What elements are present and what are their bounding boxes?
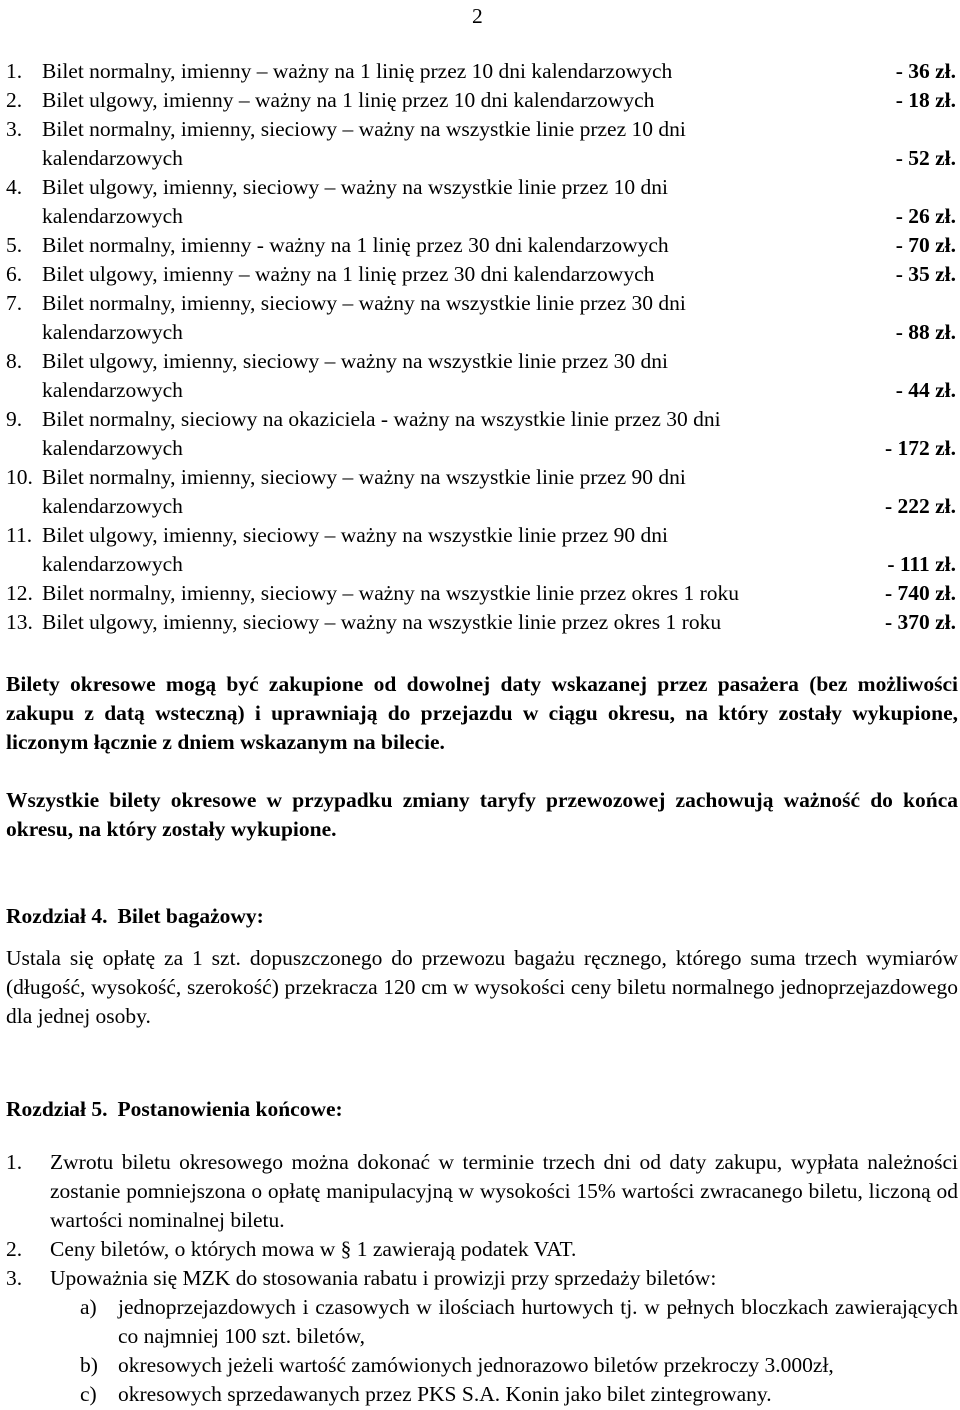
sub-list-item — [80, 1293, 958, 1351]
sub-list-item — [80, 1380, 958, 1409]
ticket-price: - 88 zł. — [895, 320, 956, 344]
sub-item-text: okresowych jeżeli wartość zamówionych jednorazowo biletów przekroczy 3.000zł, — [118, 1353, 834, 1377]
ticket-description: Bilet normalny, imienny, sieciowy – ważny na wszystkie linie przez 10 dni — [42, 117, 686, 141]
ticket-description-cont: kalendarzowych — [42, 320, 183, 344]
ticket-item — [6, 463, 956, 521]
sub-list-item — [80, 1351, 958, 1380]
ticket-item — [6, 231, 956, 260]
ticket-price: - 70 zł. — [895, 233, 956, 257]
ticket-item — [6, 289, 956, 347]
ticket-description: Bilet normalny, imienny – ważny na 1 linię przez 10 dni kalendarzowych — [42, 59, 673, 83]
ticket-item — [6, 260, 956, 289]
list-item-text: Upoważnia się MZK do stosowania rabatu i prowizji przy sprzedaży biletów: — [50, 1266, 717, 1290]
baggage-paragraph: Ustala się opłatę za 1 szt. dopuszczonego do przewozu bagażu ręcznego, którego suma trzech wymiarów (długość, wysokość, szerokość) przekracza 120 cm w wysokości ceny biletu normalnego jednoprzejazdowego dla jednej osoby. — [6, 946, 958, 1028]
list-item-text: Ceny biletów, o których mowa w § 1 zawierają podatek VAT. — [50, 1237, 577, 1261]
ticket-price: - 111 zł. — [887, 552, 956, 576]
ticket-number: 7. — [6, 291, 23, 315]
ticket-item — [6, 405, 956, 463]
ticket-description: Bilet normalny, imienny, sieciowy – ważny na wszystkie linie przez okres 1 roku — [42, 581, 739, 605]
ticket-number: 2. — [6, 88, 23, 112]
list-item — [6, 1235, 958, 1264]
ticket-number: 6. — [6, 262, 23, 286]
ticket-number: 1. — [6, 59, 23, 83]
ticket-number: 10. — [6, 465, 33, 489]
ticket-description: Bilet ulgowy, imienny, sieciowy – ważny na wszystkie linie przez 10 dni — [42, 175, 668, 199]
chapter-5-heading — [6, 1095, 343, 1124]
ticket-number: 5. — [6, 233, 23, 257]
list-item-number: 3. — [6, 1266, 23, 1290]
ticket-item — [6, 608, 956, 637]
list-item — [6, 1148, 958, 1235]
ticket-price: - 172 zł. — [884, 436, 956, 460]
sub-item-letter: c) — [80, 1382, 97, 1406]
ticket-price: - 26 zł. — [895, 204, 956, 228]
ticket-number: 13. — [6, 610, 33, 634]
ticket-description: Bilet ulgowy, imienny, sieciowy – ważny na wszystkie linie przez okres 1 roku — [42, 610, 722, 634]
ticket-price: - 44 zł. — [895, 378, 956, 402]
ticket-description: Bilet ulgowy, imienny – ważny na 1 linię przez 10 dni kalendarzowych — [42, 88, 655, 112]
ticket-item — [6, 173, 956, 231]
sub-item-letter: a) — [80, 1295, 97, 1319]
chapter-4-heading — [6, 902, 264, 931]
ticket-description: Bilet normalny, sieciowy na okaziciela - ważny na wszystkie linie przez 30 dni — [42, 407, 721, 431]
ticket-price: - 222 zł. — [884, 494, 956, 518]
ticket-number: 8. — [6, 349, 23, 373]
chapter-4-title: Bilet bagażowy: — [117, 904, 264, 928]
chapter-5-label: Rozdział 5. — [6, 1097, 108, 1121]
ticket-description-cont: kalendarzowych — [42, 552, 183, 576]
ticket-price: - 35 zł. — [895, 262, 956, 286]
sub-item-letter: b) — [80, 1353, 98, 1377]
ticket-number: 12. — [6, 581, 33, 605]
ticket-price: - 36 zł. — [895, 59, 956, 83]
ticket-price: - 370 zł. — [884, 610, 956, 634]
list-item-text: Zwrotu biletu okresowego można dokonać w terminie trzech dni od daty zakupu, wypłata należności zostanie pomniejszona o opłatę manipulacyjną w wysokości 15% wartości zwracanego biletu, liczoną od wartości nominalnej biletu. — [50, 1150, 958, 1232]
chapter-5-title: Postanowienia końcowe: — [117, 1097, 343, 1121]
validity-paragraph: Bilety okresowe mogą być zakupione od dowolnej daty wskazanej przez pasażera (bez możliwości zakupu z datą wsteczną) i uprawniają do przejazdu w ciągu okresu, na który zostały wykupione, liczonym łącznie z dniem wskazanym na bilecie. — [6, 672, 958, 754]
ticket-item — [6, 86, 956, 115]
ticket-description-cont: kalendarzowych — [42, 494, 183, 518]
ticket-price: - 18 zł. — [895, 88, 956, 112]
ticket-item — [6, 579, 956, 608]
ticket-price: - 740 zł. — [884, 581, 956, 605]
ticket-number: 3. — [6, 117, 23, 141]
ticket-number: 9. — [6, 407, 23, 431]
ticket-description: Bilet normalny, imienny, sieciowy – ważny na wszystkie linie przez 90 dni — [42, 465, 686, 489]
ticket-number: 4. — [6, 175, 23, 199]
tariff-change-paragraph: Wszystkie bilety okresowe w przypadku zmiany taryfy przewozowej zachowują ważność do końca okresu, na który zostały wykupione. — [6, 788, 958, 841]
list-item-number: 2. — [6, 1237, 23, 1261]
ticket-price-list — [6, 57, 956, 637]
ticket-price: - 52 zł. — [895, 146, 956, 170]
ticket-description-cont: kalendarzowych — [42, 204, 183, 228]
ticket-item — [6, 521, 956, 579]
ticket-description-cont: kalendarzowych — [42, 378, 183, 402]
ticket-item — [6, 115, 956, 173]
list-item — [6, 1264, 958, 1293]
ticket-description-cont: kalendarzowych — [42, 146, 183, 170]
ticket-number: 11. — [6, 523, 33, 547]
ticket-description: Bilet normalny, imienny - ważny na 1 linię przez 30 dni kalendarzowych — [42, 233, 669, 257]
final-provisions-list — [6, 1148, 958, 1409]
ticket-description: Bilet ulgowy, imienny, sieciowy – ważny na wszystkie linie przez 90 dni — [42, 523, 668, 547]
sub-item-text: okresowych sprzedawanych przez PKS S.A. Konin jako bilet zintegrowany. — [118, 1382, 772, 1406]
ticket-item — [6, 57, 956, 86]
ticket-description: Bilet ulgowy, imienny, sieciowy – ważny na wszystkie linie przez 30 dni — [42, 349, 668, 373]
ticket-description: Bilet ulgowy, imienny – ważny na 1 linię przez 30 dni kalendarzowych — [42, 262, 655, 286]
sub-item-text: jednoprzejazdowych i czasowych w ilościach hurtowych tj. w pełnych bloczkach zawierających co najmniej 100 szt. biletów, — [118, 1295, 958, 1348]
list-item-number: 1. — [6, 1150, 23, 1174]
ticket-description: Bilet normalny, imienny, sieciowy – ważny na wszystkie linie przez 30 dni — [42, 291, 686, 315]
page-number: 2 — [472, 4, 483, 28]
ticket-item — [6, 347, 956, 405]
chapter-4-label: Rozdział 4. — [6, 904, 108, 928]
ticket-description-cont: kalendarzowych — [42, 436, 183, 460]
